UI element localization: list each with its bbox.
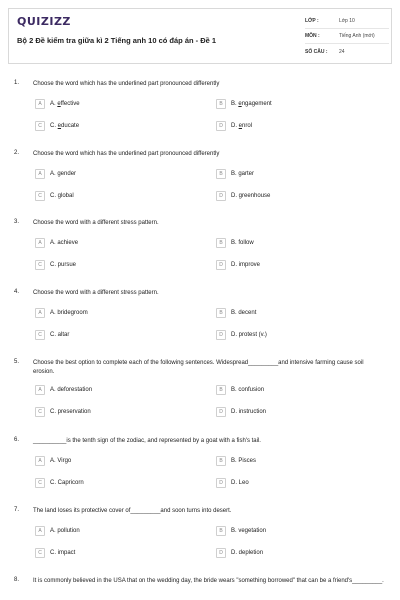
option-d[interactable] [216, 191, 270, 201]
option-letter-box: D [216, 478, 226, 488]
option-prefix: C. [50, 193, 58, 199]
option-letter-box: A [35, 308, 45, 318]
option-letter-box: B [216, 526, 226, 536]
option-text [50, 387, 92, 393]
question-number: 2. [14, 150, 20, 156]
option-letter-box: D [216, 407, 226, 417]
option-letter-box: B [216, 456, 226, 466]
option-c[interactable] [35, 191, 74, 201]
option-word: instruction [238, 409, 267, 415]
option-text [50, 480, 84, 486]
option-b[interactable] [216, 308, 256, 318]
meta-row-class [305, 14, 389, 29]
option-prefix: A. [50, 528, 58, 534]
option-b[interactable] [216, 385, 264, 395]
option-prefix: C. [50, 123, 58, 129]
question-number: 1. [14, 80, 20, 86]
option-prefix: C. [50, 409, 58, 415]
option-b[interactable] [216, 456, 256, 466]
meta-row-subject [305, 29, 389, 44]
option-word: follow [238, 240, 254, 246]
option-prefix: D. [231, 262, 239, 268]
option-a[interactable] [35, 526, 80, 536]
option-prefix: A. [50, 458, 58, 464]
option-letter-box: C [35, 191, 45, 201]
option-word: depletion [238, 550, 264, 556]
option-prefix: B. [231, 101, 239, 107]
option-letter-box: C [35, 121, 45, 131]
question-text: The land loses its protective cover of_________and soon turns into desert. [33, 508, 232, 514]
option-letter-box: D [216, 260, 226, 270]
option-letter-box: B [216, 385, 226, 395]
option-text [231, 101, 272, 107]
meta-value: Lớp 10 [339, 18, 355, 24]
option-letter-box: A [35, 456, 45, 466]
option-text [50, 332, 69, 338]
option-word: confusion [238, 387, 265, 393]
option-prefix: A. [50, 310, 58, 316]
option-text [50, 123, 79, 129]
option-prefix: A. [50, 387, 58, 393]
option-prefix: C. [50, 262, 58, 268]
option-d[interactable] [216, 548, 263, 558]
option-word: Virgo [57, 458, 72, 464]
option-letter-box: D [216, 191, 226, 201]
option-letter-box: C [35, 548, 45, 558]
option-d[interactable] [216, 407, 266, 417]
option-prefix: A. [50, 101, 58, 107]
document-header [8, 8, 392, 64]
option-word: Capricorn [57, 480, 84, 486]
option-text [50, 458, 71, 464]
option-word: ngagement [241, 101, 272, 107]
option-letter-box: A [35, 99, 45, 109]
option-text [50, 240, 78, 246]
option-letter-box: D [216, 548, 226, 558]
option-letter-box: C [35, 260, 45, 270]
option-word: greenhouse [238, 193, 271, 199]
option-prefix: D. [231, 550, 239, 556]
option-prefix: D. [231, 332, 239, 338]
option-d[interactable] [216, 478, 249, 488]
option-text [50, 550, 75, 556]
option-word: Pisces [238, 458, 257, 464]
option-a[interactable] [35, 385, 92, 395]
question-text: Choose the word which has the underlined part pronounced differently [33, 151, 220, 157]
option-b[interactable] [216, 238, 254, 248]
underlined-part: e [57, 123, 62, 129]
option-prefix: C. [50, 480, 58, 486]
option-c[interactable] [35, 330, 69, 340]
question-number: 8. [14, 577, 20, 583]
question-number: 6. [14, 437, 20, 443]
question-number: 3. [14, 219, 20, 225]
option-word: nrol [242, 123, 253, 129]
option-prefix: C. [50, 332, 58, 338]
option-text [231, 550, 263, 556]
option-word: Leo [238, 480, 249, 486]
option-word: garter [238, 171, 255, 177]
option-text [231, 193, 270, 199]
option-text [231, 240, 254, 246]
underlined-part: e [238, 101, 242, 107]
option-c[interactable] [35, 478, 84, 488]
option-text [231, 123, 252, 129]
option-word: vegetation [238, 528, 267, 534]
option-word: decent [238, 310, 257, 316]
option-text [50, 171, 76, 177]
option-word: pollution [57, 528, 80, 534]
question-text: Choose the word with a different stress pattern. [33, 290, 159, 296]
option-prefix: A. [50, 240, 58, 246]
option-prefix: C. [50, 550, 58, 556]
option-prefix: B. [231, 171, 239, 177]
option-d[interactable] [216, 330, 267, 340]
option-word: gender [57, 171, 77, 177]
underlined-part: e [57, 101, 61, 107]
option-letter-box: D [216, 330, 226, 340]
option-word: deforestation [57, 387, 93, 393]
option-text [50, 409, 91, 415]
option-c[interactable] [35, 548, 75, 558]
option-text [50, 310, 88, 316]
question-text: It is commonly believed in the USA that on the wedding day, the bride wears "something borrowed" that can be a friend's_________. [33, 578, 384, 584]
meta-value: Tiếng Anh (mới) [339, 33, 375, 39]
question-number: 7. [14, 507, 20, 513]
meta-label: MÔN : [305, 33, 320, 39]
question-number: 5. [14, 359, 20, 365]
option-text [231, 310, 256, 316]
option-word: ffective [60, 101, 80, 107]
meta-row-question-count [305, 44, 389, 59]
meta-label: LỚP : [305, 18, 319, 24]
option-text [50, 528, 80, 534]
question-number: 4. [14, 289, 20, 295]
option-prefix: D. [231, 480, 239, 486]
meta-value: 24 [339, 48, 345, 55]
option-word: preservation [57, 409, 91, 415]
option-prefix: D. [231, 193, 239, 199]
option-text [231, 332, 267, 338]
option-text [50, 101, 80, 107]
option-prefix: D. [231, 123, 239, 129]
option-word: global [57, 193, 74, 199]
option-text [50, 262, 76, 268]
option-letter-box: A [35, 526, 45, 536]
question-text: Choose the word which has the underlined part pronounced differently [33, 81, 220, 87]
question-text: Choose the word with a different stress pattern. [33, 220, 159, 226]
option-text [231, 171, 254, 177]
option-prefix: B. [231, 240, 239, 246]
option-text [231, 480, 249, 486]
underlined-part: e [238, 123, 243, 129]
option-a[interactable] [35, 456, 71, 466]
option-letter-box: B [216, 99, 226, 109]
option-letter-box: A [35, 238, 45, 248]
option-letter-box: B [216, 169, 226, 179]
option-word: ducate [61, 123, 80, 129]
option-word: improve [238, 262, 261, 268]
option-d[interactable] [216, 121, 252, 131]
quizizz-logo: QUIZIZZ [17, 15, 71, 28]
option-prefix: D. [231, 409, 239, 415]
option-text [231, 458, 256, 464]
question-text: __________is the tenth sign of the zodiac, and represented by a goat with a fish's tail. [33, 438, 261, 444]
option-prefix: B. [231, 528, 239, 534]
option-letter-box: A [35, 385, 45, 395]
option-text [231, 409, 266, 415]
option-prefix: A. [50, 171, 58, 177]
option-a[interactable] [35, 238, 78, 248]
option-d[interactable] [216, 260, 260, 270]
option-word: achieve [57, 240, 79, 246]
option-prefix: B. [231, 310, 239, 316]
option-word: pursue [57, 262, 77, 268]
option-letter-box: C [35, 478, 45, 488]
option-letter-box: B [216, 308, 226, 318]
option-a[interactable] [35, 99, 80, 109]
option-prefix: B. [231, 458, 239, 464]
option-letter-box: B [216, 238, 226, 248]
option-text [231, 528, 266, 534]
option-a[interactable] [35, 308, 88, 318]
option-c[interactable] [35, 407, 91, 417]
option-text [50, 193, 74, 199]
option-letter-box: D [216, 121, 226, 131]
option-word: impact [57, 550, 76, 556]
option-prefix: B. [231, 387, 239, 393]
option-word: bridegroom [57, 310, 88, 316]
option-c[interactable] [35, 121, 79, 131]
document-meta [305, 14, 389, 59]
option-a[interactable] [35, 169, 76, 179]
option-word: protest (v.) [238, 332, 267, 338]
question-text: Choose the best option to complete each of the following sentences. Widespread_________and intensive farming cause soil erosion. [33, 360, 364, 375]
option-b[interactable] [216, 99, 272, 109]
option-letter-box: C [35, 407, 45, 417]
option-b[interactable] [216, 526, 266, 536]
option-b[interactable] [216, 169, 254, 179]
option-letter-box: A [35, 169, 45, 179]
option-c[interactable] [35, 260, 76, 270]
meta-label: SỐ CÂU : [305, 48, 328, 55]
option-letter-box: C [35, 330, 45, 340]
option-word: altar [57, 332, 70, 338]
option-text [231, 262, 260, 268]
document-title: Bộ 2 Đề kiểm tra giữa kì 2 Tiếng anh 10 có đáp án - Đề 1 [17, 36, 217, 45]
option-text [231, 387, 264, 393]
